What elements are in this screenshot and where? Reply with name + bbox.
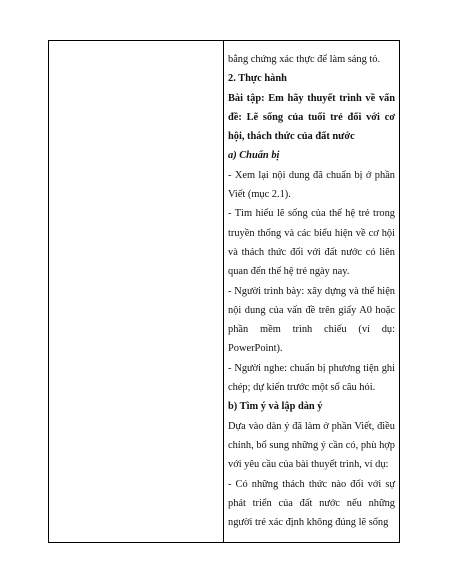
bullet-presenter: - Người trình bày: xây dựng và thể hiện nội dung của vấn đề trên giấy A0 hoặc phần mềm trình chiếu (ví dụ: PowerPoint).: [228, 285, 395, 355]
exercise-prompt: Bài tập: Em hãy thuyết trình về vấn đề: Lẽ sống của tuổi trẻ đối với cơ hội, thách thức của đất nước: [228, 92, 395, 143]
content-table: [48, 40, 400, 543]
bullet-research: - Tìm hiểu lẽ sống của thế hệ trẻ trong truyền thống và các biểu hiện về cơ hội và thách thức đối với đất nước có liên quan đến thế hệ trẻ ngày nay.: [228, 208, 395, 278]
bullet-review: - Xem lại nội dung đã chuẩn bị ở phần Viết (mục 2.1).: [228, 169, 395, 201]
column-divider: [223, 41, 224, 542]
subheading-prepare: a) Chuẩn bị: [228, 150, 280, 162]
section-heading-practice: 2. Thực hành: [228, 73, 287, 85]
bullet-challenges: - Có những thách thức nào đối với sự phát triển của đất nước nếu những người trẻ xác định không đúng lẽ sống: [228, 478, 395, 529]
subheading-outline: b) Tìm ý và lập dàn ý: [228, 401, 323, 413]
right-column-cell: [228, 50, 395, 532]
bullet-listener: - Người nghe: chuẩn bị phương tiện ghi chép; dự kiến trước một số câu hỏi.: [228, 362, 395, 394]
paragraph-outline-guide: Dựa vào dàn ý đã làm ở phần Viết, điều chỉnh, bổ sung những ý cần có, phù hợp với yêu cầu của bài thuyết trình, ví dụ:: [228, 420, 395, 471]
paragraph-evidence: bằng chứng xác thực để làm sáng tỏ.: [228, 54, 381, 65]
